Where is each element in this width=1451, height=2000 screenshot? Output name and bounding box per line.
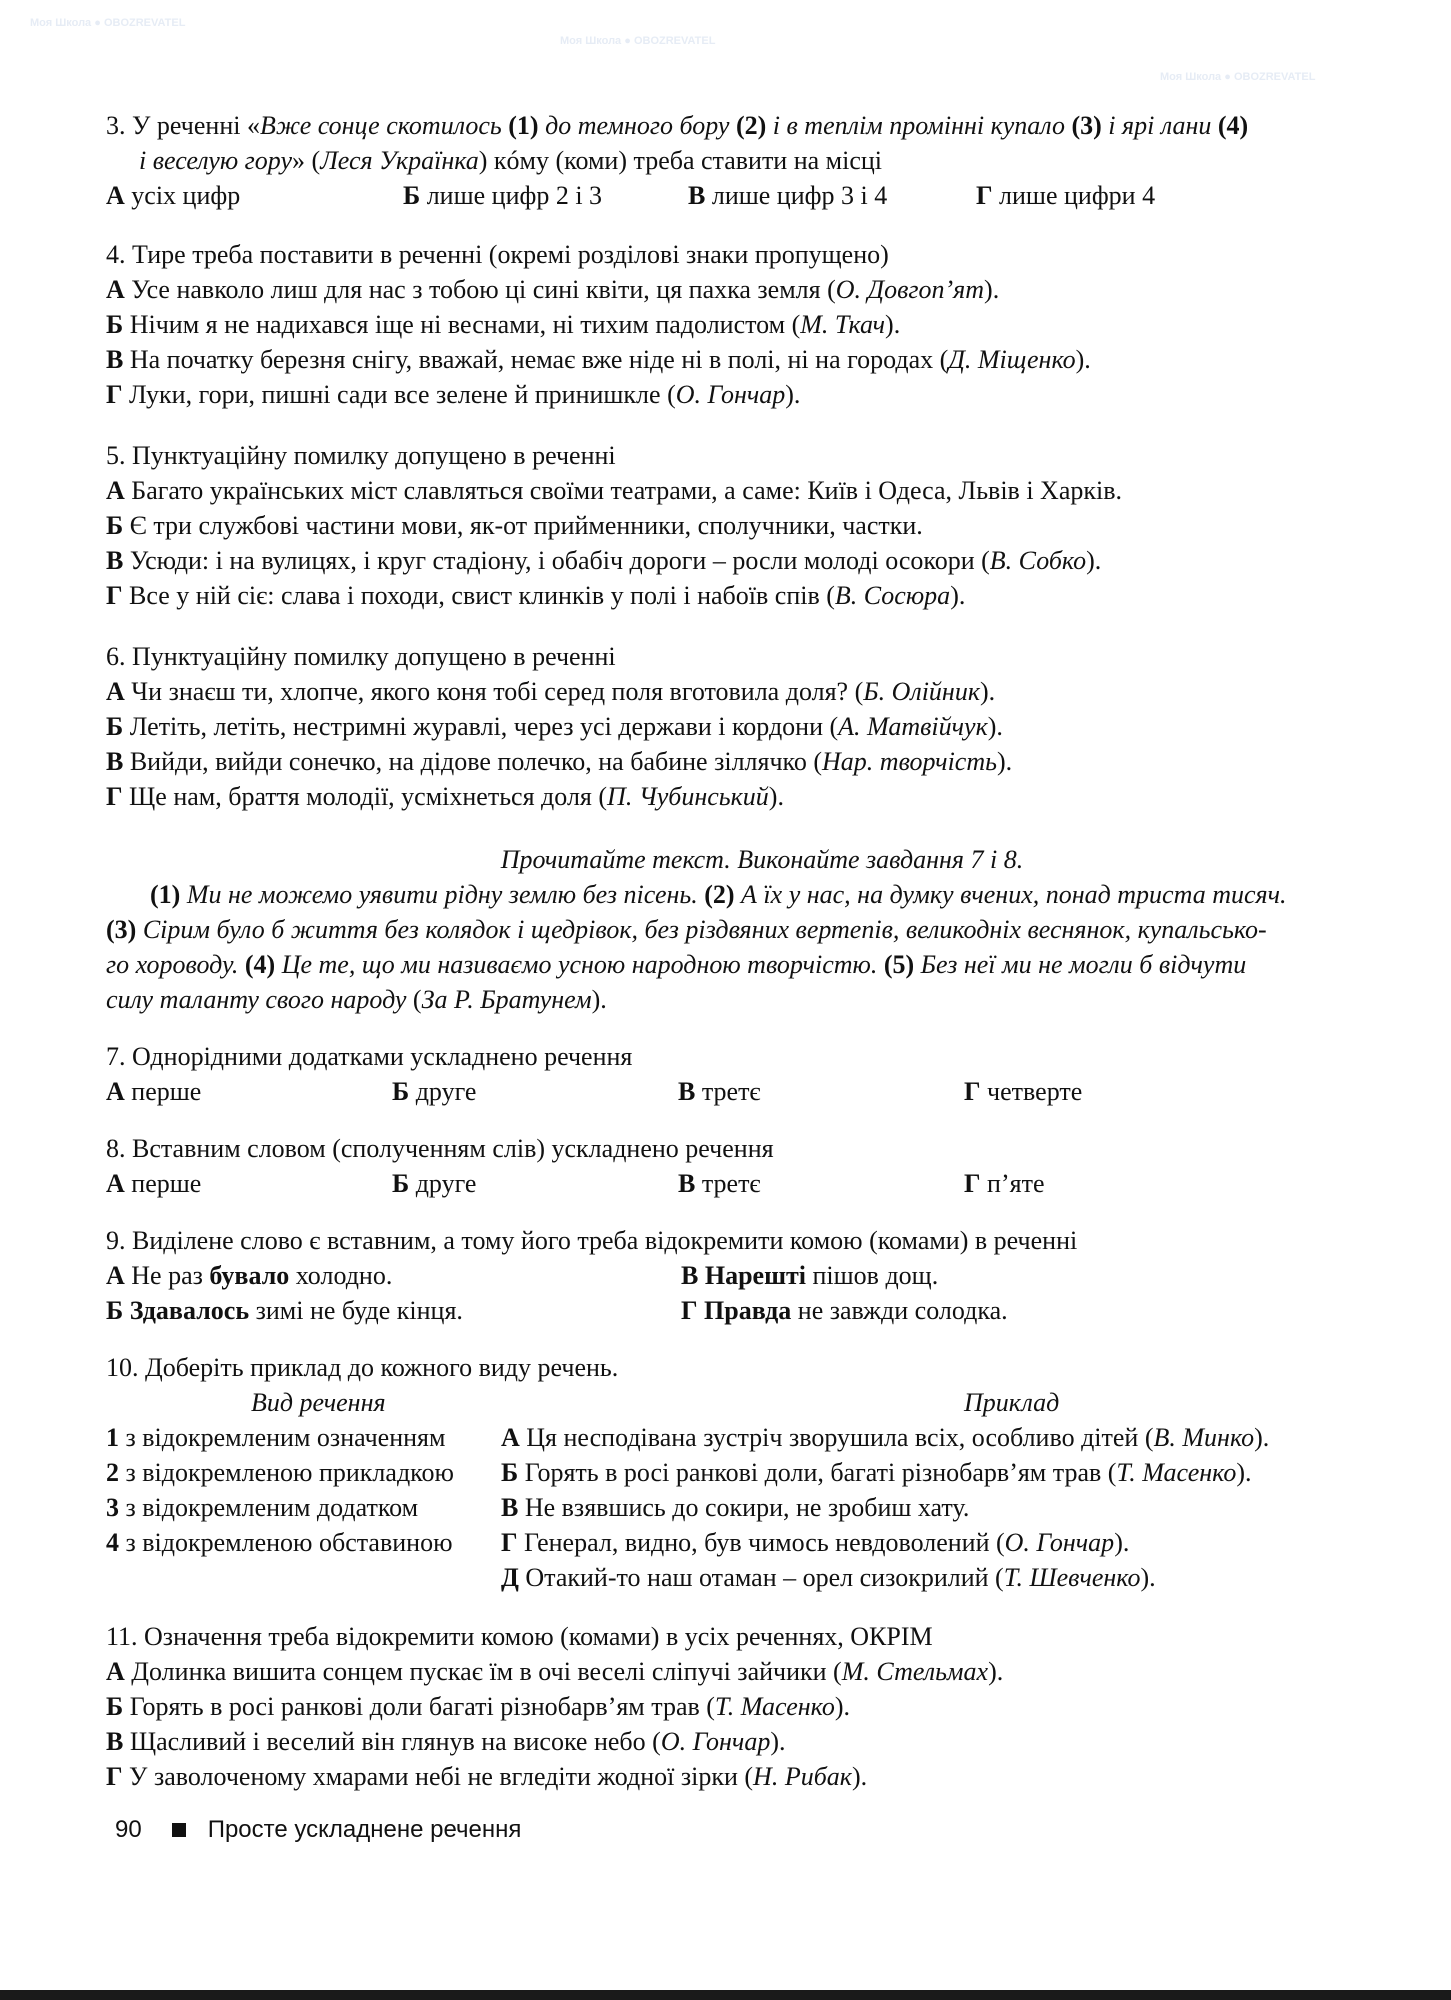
question-7-stem: 7. Однорідними додатками ускладнено речення	[106, 1042, 633, 1071]
page-content	[106, 108, 1398, 1812]
option-b[interactable]: Б Є три службові частини мови, як-от прийменники, сполучники, частки.	[106, 511, 923, 540]
option-d[interactable]: Г четверте	[964, 1077, 1083, 1106]
right-item[interactable]: А Ця несподівана зустріч зворушила всіх, особливо дітей (В. Минко).	[501, 1423, 1270, 1452]
question-4-stem: 4. Тире треба поставити в реченні (окремі розділові знаки пропущено)	[106, 240, 889, 269]
question-3	[106, 108, 1398, 213]
question-6-stem: 6. Пунктуаційну помилку допущено в реченні	[106, 642, 616, 671]
header-left: Вид речення	[251, 1388, 386, 1417]
question-8	[106, 1131, 1398, 1201]
watermark: Моя Школа ● OBOZREVATEL	[1160, 71, 1316, 83]
option-a[interactable]: А перше	[106, 1077, 202, 1106]
option-c[interactable]: В третє	[678, 1169, 761, 1198]
question-10-stem: 10. Доберіть приклад до кожного виду речень.	[106, 1353, 619, 1382]
passage-line-3: го хороводу. (4) Це те, що ми називаємо усною народною творчістю. (5) Без неї ми не могли б відчути	[106, 950, 1247, 979]
question-3-stem: 3. У реченні «Вже сонце скотилось (1) до темного бору (2) і в теплім промінні купало (3) і ярі лани (4)	[106, 111, 1249, 140]
option-a[interactable]: А Багато українських міст славляться своїми театрами, а саме: Київ і Одеса, Львів і Харків.	[106, 476, 1122, 505]
watermark: Моя Школа ● OBOZREVATEL	[30, 17, 186, 29]
option-b[interactable]: Б Нічим я не надихався іще ні веснами, ні тихим падолистом (М. Ткач).	[106, 310, 901, 339]
option-d[interactable]: Г Ще нам, браття молодії, усміхнеться доля (П. Чубинський).	[106, 782, 784, 811]
option-d[interactable]: Г У заволоченому хмарами небі не вгледіти жодної зірки (Н. Рибак).	[106, 1762, 868, 1791]
passage-line-2: (3) Сірим було б життя без колядок і щедрівок, без різдвяних вертепів, великодніх веснянок, купальсько-	[106, 915, 1267, 944]
left-item[interactable]: 1 з відокремленим означенням	[106, 1423, 446, 1452]
option-c[interactable]: В Щасливий і веселий він глянув на високе небо (О. Гончар).	[106, 1727, 786, 1756]
passage-line-4: силу таланту свого народу (За Р. Братунем).	[106, 985, 607, 1014]
option-c[interactable]: В На початку березня снігу, вважай, немає вже ніде ні в полі, ні на городах (Д. Міщенко).	[106, 345, 1091, 374]
option-c[interactable]: В лише цифр 3 і 4	[688, 181, 888, 210]
option-b[interactable]: Б друге	[392, 1077, 477, 1106]
page-footer	[115, 1812, 521, 1847]
option-a[interactable]: А Не раз бувало холодно.	[106, 1261, 393, 1290]
matching-left-column	[106, 1420, 501, 1595]
question-3-stem-cont: і веселую гору» (Леся Українка) кóму (коми) треба ставити на місці	[139, 146, 883, 175]
scan-edge	[0, 1990, 1451, 2000]
left-item[interactable]: 2 з відокремленою прикладкою	[106, 1458, 454, 1487]
question-6	[106, 639, 1398, 814]
option-a[interactable]: А Чи знаєш ти, хлопче, якого коня тобі серед поля вготовила доля? (Б. Олійник).	[106, 677, 996, 706]
option-c[interactable]: В Нарешті пішов дощ.	[681, 1261, 939, 1290]
option-a[interactable]: А Долинка вишита сонцем пускає їм в очі веселі сліпучі зайчики (М. Стельмах).	[106, 1657, 1004, 1686]
question-9	[106, 1223, 1398, 1328]
matching-headers	[106, 1385, 1398, 1420]
matching-table	[106, 1420, 1398, 1595]
page-number: 90	[115, 1816, 142, 1843]
reading-passage	[106, 842, 1398, 1017]
section-title: Просте ускладнене речення	[207, 1816, 522, 1843]
question-5	[106, 438, 1398, 613]
question-10	[106, 1350, 1398, 1595]
option-d[interactable]: Г п’яте	[964, 1169, 1045, 1198]
watermark: Моя Школа ● OBOZREVATEL	[560, 35, 716, 47]
option-b[interactable]: Б Летіть, летіть, нестримні журавлі, через усі держави і кордони (А. Матвійчук).	[106, 712, 1003, 741]
question-11	[106, 1619, 1398, 1794]
option-d[interactable]: Г Правда не завжди солодка.	[681, 1296, 1008, 1325]
option-b[interactable]: Б друге	[392, 1169, 477, 1198]
question-7	[106, 1039, 1398, 1109]
left-item[interactable]: 4 з відокремленою обставиною	[106, 1528, 453, 1557]
question-5-stem: 5. Пунктуаційну помилку допущено в реченні	[106, 441, 616, 470]
question-9-stem: 9. Виділене слово є вставним, а тому його треба відокремити комою (комами) в реченні	[106, 1226, 1078, 1255]
question-9-row-2	[106, 1293, 1398, 1328]
question-4	[106, 237, 1398, 412]
option-d[interactable]: Г Все у ній сіє: слава і походи, свист клинків у полі і набоїв спів (В. Сосюра).	[106, 581, 966, 610]
option-b[interactable]: Б лише цифр 2 і 3	[403, 181, 603, 210]
right-item[interactable]: Д Отакий-то наш отаман – орел сизокрилий (Т. Шевченко).	[501, 1563, 1156, 1592]
option-a[interactable]: А перше	[106, 1169, 202, 1198]
option-b[interactable]: Б Горять в росі ранкові доли багаті різнобарв’ям трав (Т. Масенко).	[106, 1692, 851, 1721]
question-8-options	[106, 1166, 1398, 1201]
matching-right-column	[501, 1420, 1398, 1595]
option-a[interactable]: А Усе навколо лиш для нас з тобою ці сині квіти, ця пахка земля (О. Довгоп’ят).	[106, 275, 1000, 304]
option-d[interactable]: Г Луки, гори, пишні сади все зелене й принишкле (О. Гончар).	[106, 380, 801, 409]
question-9-row-1	[106, 1258, 1398, 1293]
header-right: Приклад	[964, 1388, 1060, 1417]
question-8-stem: 8. Вставним словом (сполученням слів) ускладнено речення	[106, 1134, 774, 1163]
option-d[interactable]: Г лише цифри 4	[976, 181, 1156, 210]
question-11-stem: 11. Означення треба відокремити комою (комами) в усіх реченнях, ОКРІМ	[106, 1622, 933, 1651]
left-item[interactable]: 3 з відокремленим додатком	[106, 1493, 419, 1522]
option-c[interactable]: В третє	[678, 1077, 761, 1106]
option-b[interactable]: Б Здавалось зимі не буде кінця.	[106, 1296, 463, 1325]
reading-instruction: Прочитайте текст. Виконайте завдання 7 і 8.	[500, 845, 1024, 874]
right-item[interactable]: Г Генерал, видно, був чимось невдоволений (О. Гончар).	[501, 1528, 1130, 1557]
option-a[interactable]: А усіх цифр	[106, 181, 241, 210]
question-7-options	[106, 1074, 1398, 1109]
question-3-options	[106, 178, 1398, 213]
right-item[interactable]: В Не взявшись до сокири, не зробиш хату.	[501, 1493, 970, 1522]
option-c[interactable]: В Усюди: і на вулицях, і круг стадіону, і обабіч дороги – росли молоді осокори (В. Собко).	[106, 546, 1102, 575]
option-c[interactable]: В Вийди, вийди сонечко, на дідове полечко, на бабине зіллячко (Нар. творчість).	[106, 747, 1013, 776]
square-bullet-icon	[172, 1823, 186, 1837]
passage-line-1: (1) Ми не можемо уявити рідну землю без пісень. (2) А їх у нас, на думку вчених, понад триста тисяч.	[150, 880, 1287, 909]
right-item[interactable]: Б Горять в росі ранкові доли, багаті різнобарв’ям трав (Т. Масенко).	[501, 1458, 1252, 1487]
